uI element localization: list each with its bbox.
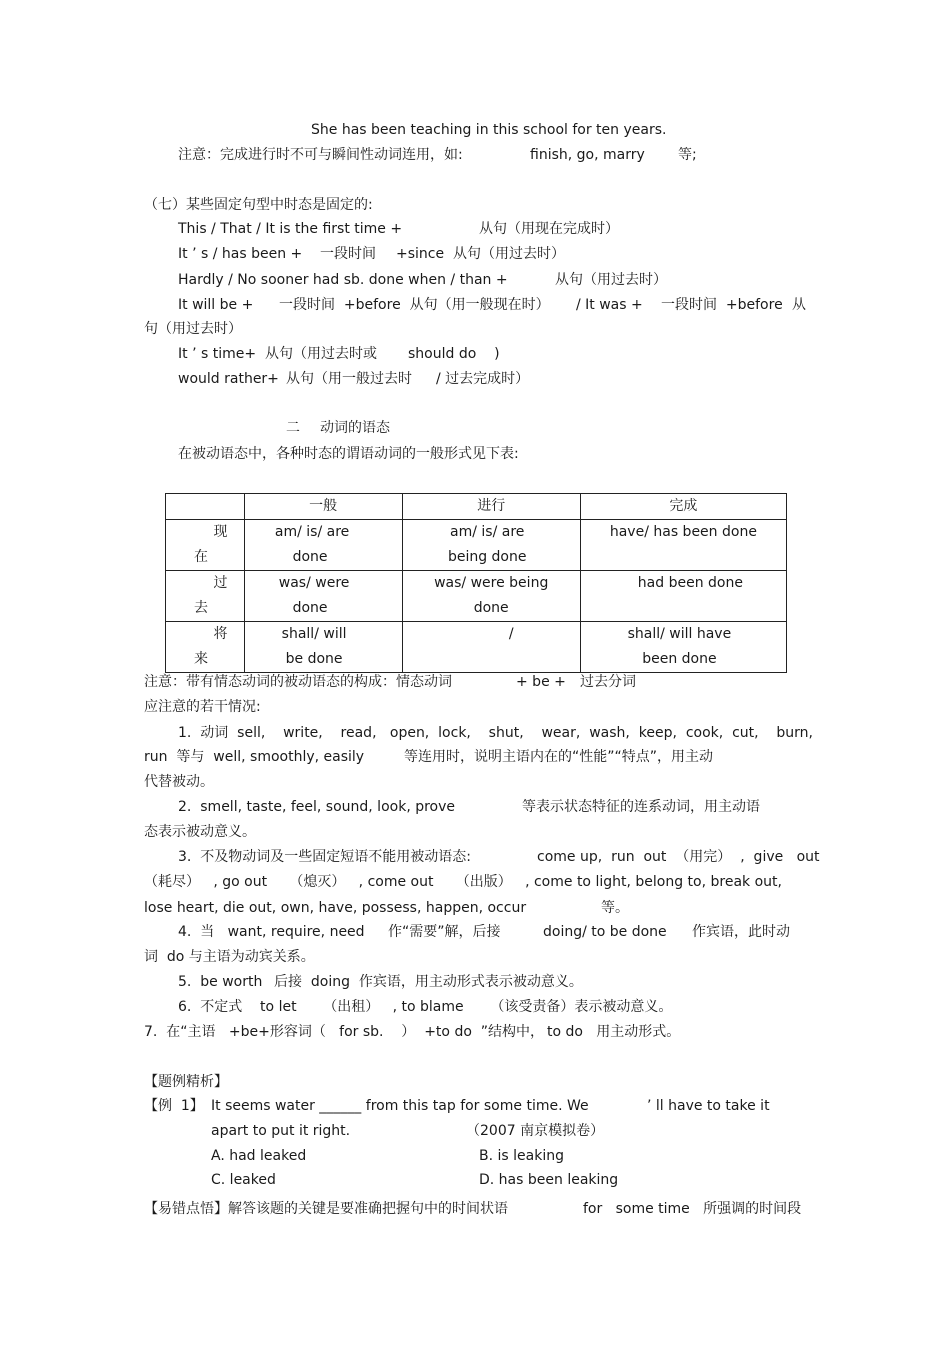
example-question: It seems water ______ from this tap for some time. We <box>211 1098 589 1114</box>
table-cell: have/ has been done <box>580 520 786 571</box>
pattern-line: This / That / It is the first time + <box>178 221 403 237</box>
table-row <box>166 571 787 622</box>
option-d: D. has been leaking <box>479 1172 619 1188</box>
pattern-line: would rather+ <box>178 371 279 387</box>
header-cell <box>166 494 245 520</box>
rule-text: doing/ to be done <box>543 924 667 940</box>
rule-text: run 等与 well, smoothly, easily <box>144 749 365 765</box>
rule-text: 词 do 与主语为动宾关系。 <box>144 949 315 965</box>
rule-text: （耗尽） , go out （熄灭） , come out （出版） , come to light, belong to, break out, <box>144 874 782 890</box>
tense-label: 将 来 <box>166 622 245 673</box>
rule-text: 作“需要”解，后接 <box>388 924 501 940</box>
pattern-line: 句（用过去时） <box>144 321 242 337</box>
rule-text: 态表示被动意义。 <box>144 824 256 840</box>
pattern-line: 从句（用现在完成时） <box>479 221 619 237</box>
rule-text: 4. 当 want, require, need <box>178 924 365 940</box>
pattern-line: 从句（用过去时） <box>555 272 667 288</box>
rule-text: 1. 动词 sell, write, read, open, lock, shut, wear, wash, keep, cook, cut, burn, <box>178 725 814 741</box>
pattern-line: should do ) <box>408 346 500 362</box>
rule-text: to do 用主动形式。 <box>547 1024 681 1040</box>
example-label: 【例 1】 <box>144 1098 204 1114</box>
note-text: 过去分词 <box>580 674 636 690</box>
rule-text: 作宾语，此时动 <box>692 924 790 940</box>
table-cell: am/ is/ are being done <box>402 520 580 571</box>
tense-label: 现 在 <box>166 520 245 571</box>
example-source: （2007 南京模拟卷） <box>466 1123 605 1139</box>
header-cell: 进行 <box>402 494 580 520</box>
option-b: B. is leaking <box>479 1148 564 1164</box>
section-number: 二 <box>286 420 300 436</box>
pattern-line: 一段时间 +before <box>661 297 783 313</box>
header-cell: 一般 <box>244 494 402 520</box>
pattern-line: / It was + <box>576 297 643 313</box>
pattern-line: / 过去完成时） <box>436 371 530 387</box>
pattern-line: 一段时间 +before 从句（用一般现在时） <box>279 297 550 313</box>
table-header-row <box>166 494 787 520</box>
example-sentence: She has been teaching in this school for ten years. <box>311 122 667 138</box>
example-question: ’ ll have to take it <box>647 1098 770 1114</box>
pattern-line: +since 从句（用过去时） <box>396 246 565 262</box>
table-cell: had been done <box>580 571 786 622</box>
pattern-line: It ’ s / has been + <box>178 246 303 262</box>
section-heading: 动词的语态 <box>320 420 390 436</box>
table-cell: shall/ will be done <box>244 622 402 673</box>
table-cell: shall/ will have been done <box>580 622 786 673</box>
rule-text: 后接 doing 作宾语，用主动形式表示被动意义。 <box>274 974 583 990</box>
option-c: C. leaked <box>211 1172 276 1188</box>
pattern-line: It ’ s time+ 从句（用过去时或 <box>178 346 377 362</box>
analysis-text: for some time 所强调的时间段 <box>583 1201 802 1217</box>
rule-text: 等表示状态特征的连系动词，用主动语 <box>522 799 760 815</box>
intro-text: 在被动语态中，各种时态的谓语动词的一般形式见下表: <box>178 446 519 462</box>
table-cell: was/ were being done <box>402 571 580 622</box>
pattern-line: 一段时间 <box>320 246 376 262</box>
table-cell: am/ is/ are done <box>244 520 402 571</box>
pattern-line: Hardly / No sooner had sb. done when / than + <box>178 272 508 288</box>
rule-text: 等连用时，说明主语内在的“性能”“特点”，用主动 <box>404 749 714 765</box>
example-question: apart to put it right. <box>211 1123 351 1139</box>
rule-text: 5. be worth <box>178 974 263 990</box>
header-cell: 完成 <box>580 494 786 520</box>
option-a: A. had leaked <box>211 1148 307 1164</box>
table-cell: / <box>402 622 580 673</box>
rule-text: come up, run out （用完） , give out <box>537 849 820 865</box>
rule-text: 代替被动。 <box>144 774 214 790</box>
rule-text: 等。 <box>601 900 629 916</box>
note-text: + be + <box>516 674 566 690</box>
note-text: 注意：带有情态动词的被动语态的构成：情态动词 <box>144 674 452 690</box>
section-heading: （七）某些固定句型中时态是固定的: <box>144 197 373 213</box>
note-text: finish, go, marry <box>530 147 645 163</box>
note-text: 注意：完成进行时不可与瞬间性动词连用，如: <box>178 147 463 163</box>
passive-voice-table <box>165 493 787 673</box>
tense-label: 过 去 <box>166 571 245 622</box>
table-cell: was/ were done <box>244 571 402 622</box>
rule-text: 7. 在“主语 +be+形容词（ for sb. ） +to do ”结构中， <box>144 1024 545 1040</box>
note-heading: 应注意的若干情况: <box>144 699 261 715</box>
table-row <box>166 622 787 673</box>
pattern-line: 从句（用一般过去时 <box>286 371 412 387</box>
example-heading: 【题例精析】 <box>144 1074 228 1090</box>
rule-text: 3. 不及物动词及一些固定短语不能用被动语态: <box>178 849 471 865</box>
pattern-line: It will be + <box>178 297 254 313</box>
table-row <box>166 520 787 571</box>
rule-text: 6. 不定式 to let （出租） , to blame （该受责备）表示被动意义。 <box>178 999 673 1015</box>
pattern-line: 从 <box>792 297 806 313</box>
rule-text: lose heart, die out, own, have, possess, happen, occur <box>144 900 527 916</box>
note-text: 等; <box>678 147 697 163</box>
analysis-text: 【易错点悟】解答该题的关键是要准确把握句中的时间状语 <box>144 1201 508 1217</box>
rule-text: 2. smell, taste, feel, sound, look, prove <box>178 799 456 815</box>
